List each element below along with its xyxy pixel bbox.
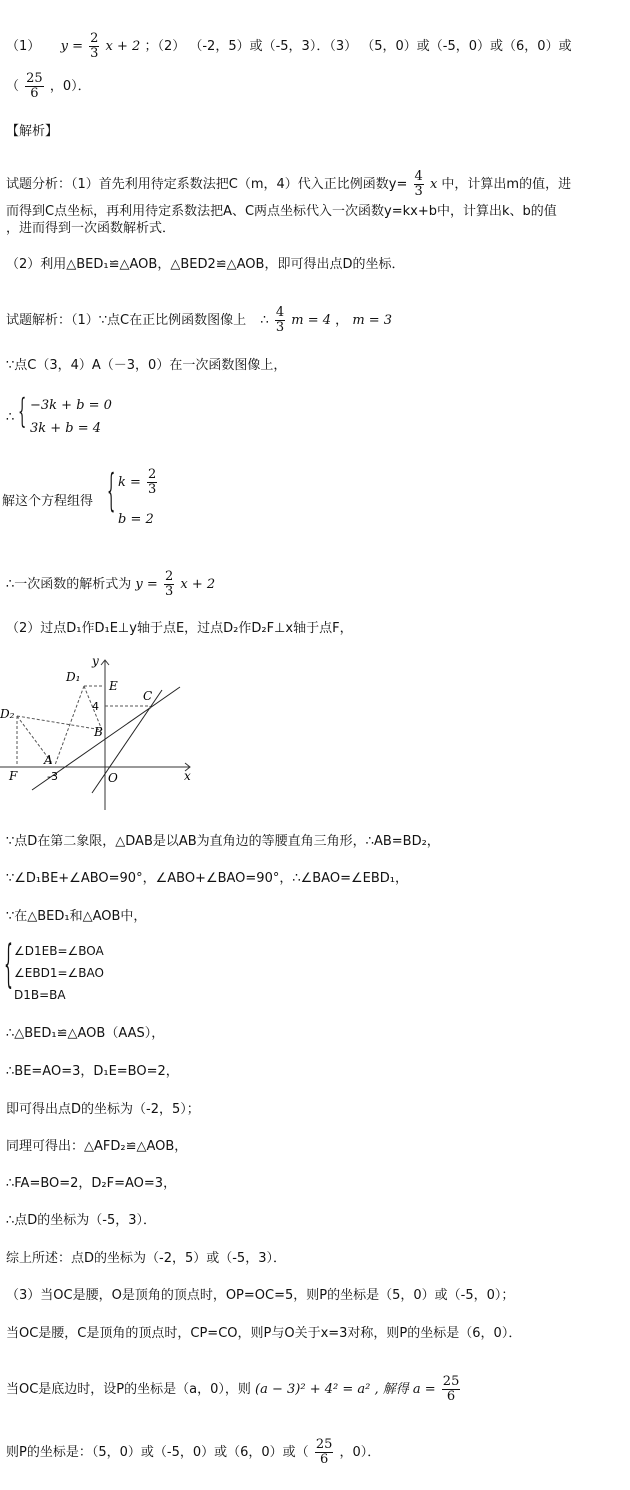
left-brace: { (18, 394, 27, 433)
part3-line-4 (6, 1438, 380, 1467)
part2-line-6: 即可得出点D的坐标为（-2，5）； (6, 1102, 200, 1117)
congruence-cond-2: ∠EBD1=∠BAO (14, 966, 104, 980)
analysis-line-3: ，进而得到一次函数解析式． (6, 221, 176, 236)
analysis-line-4: （2）利用△BED₁≌△AOB，△BED2≌△AOB，即可得出点D的坐标． (6, 257, 405, 272)
equation-2: 3k + b = 4 (30, 421, 102, 436)
part2-line-7: 同理可得出：△AFD₂≌△AOB， (6, 1139, 188, 1154)
part2-line-10: 综上所述：点D的坐标为（-2，5）或（-5，3）． (6, 1251, 286, 1266)
solution-line-5 (6, 570, 215, 599)
solution-s1-text: 试题解析：（1）∵点C在正比例函数图像上 (6, 313, 247, 328)
answer-line-2 (6, 72, 91, 101)
part2-intro: （2）过点D₁作D₁E⊥y轴于点E，过点D₂作D₂F⊥x轴于点F， (6, 621, 353, 636)
coordinate-figure (0, 650, 200, 820)
label-e: E (109, 679, 118, 693)
label-4: 4 (92, 700, 99, 713)
part3-line-2: 当OC是腰，C是顶角的顶点时，CP=CO，则P与O关于x=3对称，则P的坐标是（6，0）． (6, 1326, 522, 1341)
part3-q4-end: ，0）． (339, 1445, 381, 1460)
label-d2: D₂ (0, 707, 15, 721)
solution-s5-y: y = (135, 577, 158, 592)
left-brace: { (4, 937, 13, 995)
part2-line-2: ∵∠D₁BE+∠ABO=90°，∠ABO+∠BAO=90°，∴∠BAO=∠EBD₁， (6, 871, 408, 886)
solution-s5-fraction: $\frac{2}{3}$ (164, 569, 174, 599)
label-x: x (184, 769, 191, 783)
part2-line-9: ∴点D的坐标为（-5，3）． (6, 1213, 157, 1228)
part3-fraction: $\frac{25}{6}$ (442, 1374, 460, 1404)
equation-system-1 (6, 396, 146, 446)
solution-system (2, 468, 202, 532)
solution-m-eq: m = 4 (291, 313, 332, 328)
part2-line-1: ∵点D在第二象限，△DAB是以AB为直角边的等腰直角三角形，∴AB=BD₂， (6, 834, 440, 849)
label-o: O (108, 771, 118, 785)
label-neg3: -3 (47, 770, 58, 783)
answer-line-1 (6, 32, 572, 61)
solution-line-2: ∵点C（3，4）A（－3，0）在一次函数图像上， (6, 358, 287, 373)
solution-line-1 (6, 306, 392, 335)
answer-open-paren: （ (6, 79, 20, 94)
solve-text: 解这个方程组得 (2, 494, 94, 509)
label-b: B (94, 725, 103, 739)
equation-1: −3k + b = 0 (30, 398, 112, 413)
part2-line-4: ∴△BED₁≌△AOB（AAS）， (6, 1026, 165, 1041)
part3-q4-text: 则P的坐标是：（5，0）或（-5，0）或（6，0）或（ (6, 1445, 309, 1460)
d2-to-b (17, 716, 102, 730)
therefore-symbol: ∴ (6, 410, 15, 425)
answer-fraction-25-6: $\frac{25}{6}$ (26, 71, 43, 101)
part3-solve: , 解得 (374, 1382, 409, 1397)
answer-fraction: $\frac{2}{3}$ (90, 31, 99, 61)
label-a: A (44, 753, 53, 767)
analysis-x: x (429, 177, 438, 192)
analysis-line-1 (6, 170, 571, 199)
answer-part1-label: （1） (6, 39, 41, 54)
part2-line-8: ∴FA=BO=2，D₂F=AO=3， (6, 1176, 177, 1191)
therefore-symbol: ∴ (260, 313, 269, 328)
analysis-l1-text: 试题分析：（1）首先利用待定系数法把C（m，4）代入正比例函数y= (6, 177, 408, 192)
label-c: C (143, 689, 153, 703)
solution-comma: ， (335, 313, 349, 328)
part3-line-3 (6, 1375, 462, 1404)
analysis-fraction: $\frac{4}{3}$ (414, 169, 423, 199)
label-f: F (9, 769, 18, 783)
congruence-system (4, 937, 144, 1008)
solution-s5-rest: x + 2 (180, 577, 216, 592)
answer-part3-text: （5，0）或（-5，0）或（6，0）或 (361, 39, 572, 54)
left-brace: { (107, 468, 116, 519)
part3-line-1: （3）当OC是腰，O是顶角的顶点时，OP=OC=5，则P的坐标是（5，0）或（-5，0）； (6, 1288, 515, 1303)
analysis-title: 【解析】 (6, 124, 59, 139)
solution-s5-text: ∴一次函数的解析式为 (6, 577, 132, 592)
answer-y: y (60, 39, 68, 54)
answer-part2-text: （-2，5）或（-5，3）．（3） (189, 39, 358, 54)
answer-close: ，0）． (49, 79, 91, 94)
part3-q4-fraction: $\frac{25}{6}$ (315, 1437, 333, 1467)
part2-line-3: ∵在△BED₁和△AOB中， (6, 909, 147, 924)
k-solution: k = $\frac{2}{3}$ (118, 467, 157, 497)
part2-line-5: ∴BE=AO=3，D₁E=BO=2， (6, 1064, 179, 1079)
part3-equation: (a − 3)² + 4² = a² (255, 1382, 371, 1397)
congruence-cond-3: D1B=BA (14, 988, 66, 1002)
solution-m-value: m = 3 (352, 313, 393, 328)
answer-rest: x + 2 (105, 39, 141, 54)
part3-q3-text: 当OC是底边时，设P的坐标是（a，0），则 (6, 1382, 251, 1397)
d1-to-a (55, 686, 84, 765)
analysis-l1-rest: 中，计算出m的值，进 (441, 177, 572, 192)
analysis-line-2: 而得到C点坐标，再利用待定系数法把A、C两点坐标代入一次函数y=kx+b中，计算出k、b的值 (6, 204, 557, 219)
congruence-cond-1: ∠D1EB=∠BOA (14, 944, 104, 958)
b-solution: b = 2 (118, 512, 154, 527)
solution-fraction: $\frac{4}{3}$ (275, 305, 285, 335)
label-d1: D₁ (66, 670, 81, 684)
label-y: y (92, 654, 99, 668)
answer-eq: = (72, 39, 83, 54)
answer-part2-label: ；（2） (144, 39, 186, 54)
part3-a-eq: a = (412, 1382, 436, 1397)
